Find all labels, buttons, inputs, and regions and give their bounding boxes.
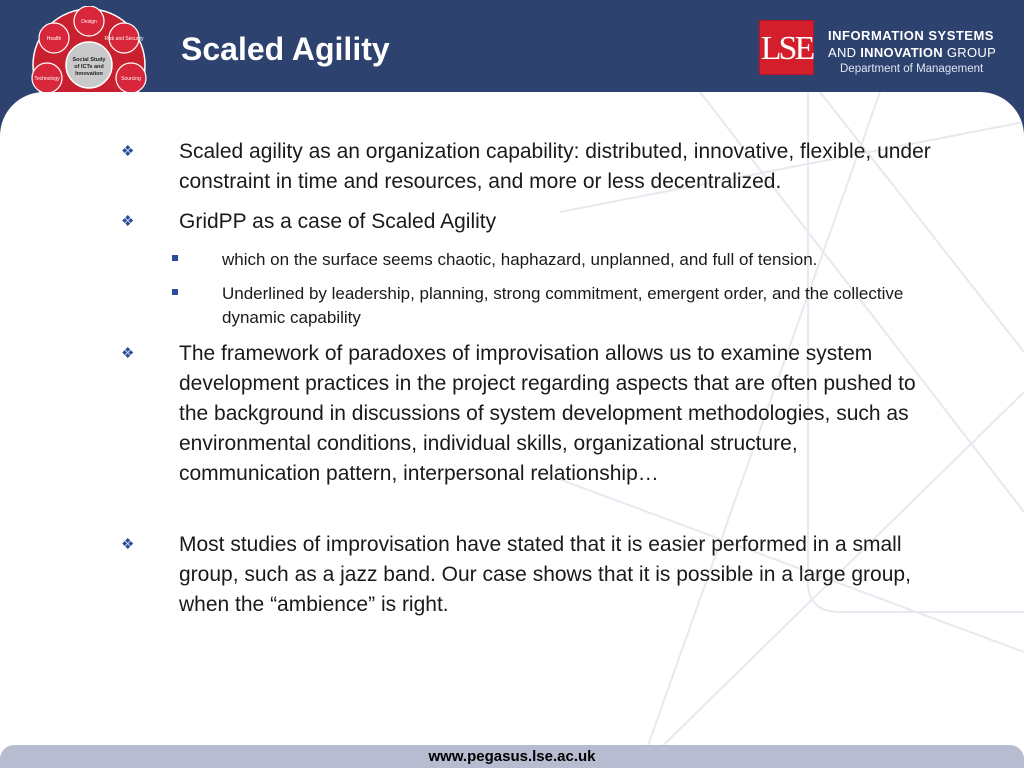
bullet-item: Most studies of improvisation have stated that it is easier performed in a small group, such as a jazz band. Our case shows that it is possible in a large group, when the “ambience” is right. (179, 533, 911, 616)
sub-bullet-marker-icon (172, 289, 178, 295)
wordmark-line-3: Department of Management (840, 63, 984, 75)
wordmark-line-2 (828, 44, 996, 61)
wordmark-line-1: INFORMATION SYSTEMS (828, 28, 994, 43)
bullet-item: The framework of paradoxes of improvisation allows us to examine system development practices in the project regarding aspects that are often pushed to the background in discussions of system development methodologies, such as environmental conditions, individual skills, organizational structure, communication pattern, interpersonal relationship… (179, 342, 916, 485)
emblem-center-label: of ICTs and (74, 64, 104, 70)
footer-url-link[interactable]: www.pegasus.lse.ac.uk (428, 748, 596, 765)
bullet-item: Scaled agility as an organization capability: distributed, innovative, flexible, under constraint in time and resources, and more or less decentralized. (179, 140, 931, 193)
bullet-marker-icon: ❖ (121, 536, 135, 553)
emblem-segment-label: Risk and Security (104, 36, 144, 42)
department-wordmark (828, 28, 996, 78)
emblem-segment-label: Health (46, 36, 62, 42)
wordmark-and: AND (828, 45, 861, 60)
wordmark-group: GROUP (942, 45, 997, 60)
emblem-segment-label: Design (81, 19, 97, 25)
bullet-marker-icon: ❖ (121, 143, 135, 160)
emblem-segment-label: Technology (34, 76, 60, 82)
sub-bullet-marker-icon (172, 255, 178, 261)
sub-bullet-item: which on the surface seems chaotic, haphazard, unplanned, and full of tension. (222, 250, 818, 269)
emblem-center-label: Social Study (72, 57, 106, 63)
wordmark-innovation: INNOVATION (860, 45, 943, 60)
footer-bar (0, 745, 1024, 768)
bullet-marker-icon: ❖ (121, 345, 135, 362)
slide-title: Scaled Agility (181, 31, 390, 67)
lse-logo: LSE (759, 20, 814, 75)
bullet-marker-icon: ❖ (121, 213, 135, 230)
content-panel (0, 92, 1024, 768)
sub-bullet-item: Underlined by leadership, planning, strong commitment, emergent order, and the collective dynamic capability (222, 284, 904, 327)
bullet-item: GridPP as a case of Scaled Agility (179, 210, 497, 233)
emblem-segment-label: Sourcing (121, 76, 141, 82)
emblem-center-label: Innovation (75, 71, 103, 77)
